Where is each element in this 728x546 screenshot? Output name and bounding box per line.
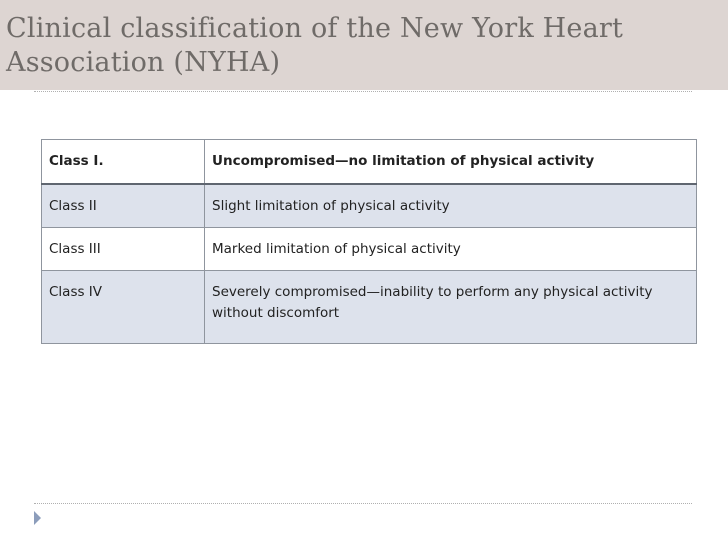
class-i-description-cell: Uncompromised—no limitation of physical activity [205,140,697,185]
title-divider [34,91,692,92]
slide-title [6,12,716,80]
slide-title-line-2: Association (NYHA) [6,47,281,78]
class-i-cell: Class I. [42,140,205,185]
table-row [42,184,697,228]
class-ii-cell: Class II [42,184,205,228]
slide-title-line-1: Clinical classification of the New York Heart [6,13,624,44]
triangle-right-icon [34,511,41,525]
class-iii-description-cell: Marked limitation of physical activity [205,228,697,271]
class-iii-cell: Class III [42,228,205,271]
class-iv-cell: Class IV [42,271,205,344]
title-band [0,0,728,90]
nyha-classification-table [41,139,697,344]
footer-divider [34,503,692,504]
class-ii-description-cell: Slight limitation of physical activity [205,184,697,228]
table-row [42,228,697,271]
class-iv-description-cell: Severely compromised—inability to perform any physical activity without discomfort [205,271,697,344]
table-header-row [42,140,697,185]
table-row [42,271,697,344]
